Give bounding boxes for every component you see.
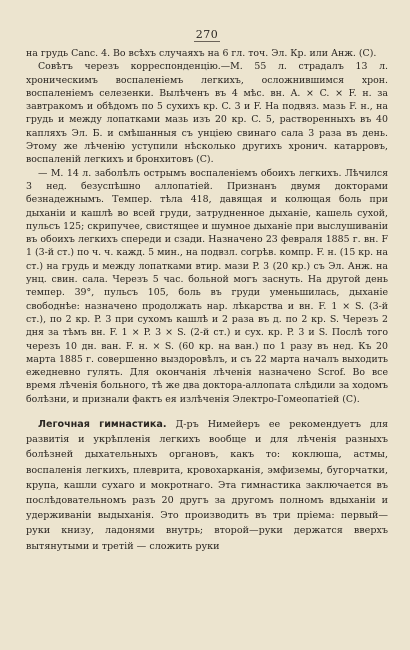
- paragraph-treatment-note: на грудь Canc. 4. Во всѣхъ случаяхъ на 6 гл. точ. Эл. Кр. или Анж. (С).: [26, 48, 377, 59]
- section-title: Легочная гимнастика.: [38, 419, 167, 431]
- paragraph-correspondence-case: Совѣтъ черезъ корреспонденцію.—М. 55 л. страдалъ 13 л. хроническимъ воспаленіемъ легкихъ, осложнившимся хрон. воспаленіемъ селезенки. Вылѣченъ въ 4 мѣс. вн. A. × C. × F. н. за завтракомъ и обѣдомъ по 5 сухихъ кр. C. 3 и F. На подвяз. мазь F. н., на грудь и между лопатками мазь изъ 20 кр. C. 5, растворенныхъ въ 40 капляхъ Эл. Б. и смѣшанныя съ унціею свинаго сала 3 раза въ день. Этому же лѣченію уступили нѣсколько другихъ хронич. катарровъ, воспаленій легкихъ и бронхитовъ (С).: [26, 61, 388, 166]
- gymnastics-text: Д-ръ Нимейеръ ее рекомендуетъ для развитія и укрѣпленія легкихъ вообще и для лѣченія разныхъ болѣзней дыхательныхъ органовъ, какъ то: коклюша, астмы, воспаленія легкихъ, плеврита, кровохарканія, эмфиземы, бугорчатки, крупа, кашли сухаго и мокротнаго. Эта гимнастика заключается въ послѣдовательномъ разъ 20 другъ за другомъ полномъ вдыханіи и удерживаніи выдыханія. Это производить въ три пріема: первый—руки книзу, ладонями внутрь; второй—руки держатся вверхъ вытянутыми и третій — сложить руки: [26, 419, 388, 552]
- gymnastics-paragraph: [26, 417, 388, 554]
- section-lung-gymnastics: [26, 417, 388, 554]
- page-number: 270: [195, 28, 219, 41]
- paragraph-pneumonia-case: — М. 14 л. заболѣлъ острымъ воспаленіемъ обоихъ легкихъ. Лѣчился 3 нед. безуспѣшно аллопатіей. Признанъ двумя докторами безнадежнымъ. Темпер. тѣла 418, давящая и колющая боль при дыханіи и кашлѣ во всей груди, затрудненное дыханіе, кашель сухой, пульсъ 125; скрипучее, свистящее и шумное дыханіе при выслушиваніи въ обоихъ легкихъ спереди и сзади. Назначено 23 февраля 1885 г. вн. F 1 (3-й ст.) по ч. ч. кажд. 5 мин., на подвзл. согрѣв. компр. F. н. (15 кр. на ст.) на грудь и между лопатками втир. мази P. 3 (20 кр.) съ Эл. Анж. на унц. свин. сала. Черезъ 5 час. больной могъ заснуть. На другой день темпер. 39°, пульсъ 105, боль въ груди уменьшилась, дыханіе свободнѣе: назначено продолжать нар. лѣкарства и вн. F. 1 × S. (3-й ст.), по 2 кр. P. 3 при сухомъ кашлѣ и 2 раза въ д. по 2 кр. S. Черезъ 2 дня за тѣмъ вн. F. 1 × P. 3 × S. (2-й ст.) и сух. кр. P. 3 и S. Послѣ того черезъ 10 дн. ван. F. н. × S. (60 кр. на ван.) по 1 разу въ нед. Къ 20 марта 1885 г. совершенно выздоровѣлъ, и съ 22 марта началъ выходить ежедневно гулять. Для окончанія лѣченія назначено Scrof. Во все время лѣченія больного, тѣ же два доктора-аллопата слѣдили за ходомъ болѣзни, и признали фактъ ея излѣченія Электро-Гомеопатіей (С).: [26, 167, 388, 405]
